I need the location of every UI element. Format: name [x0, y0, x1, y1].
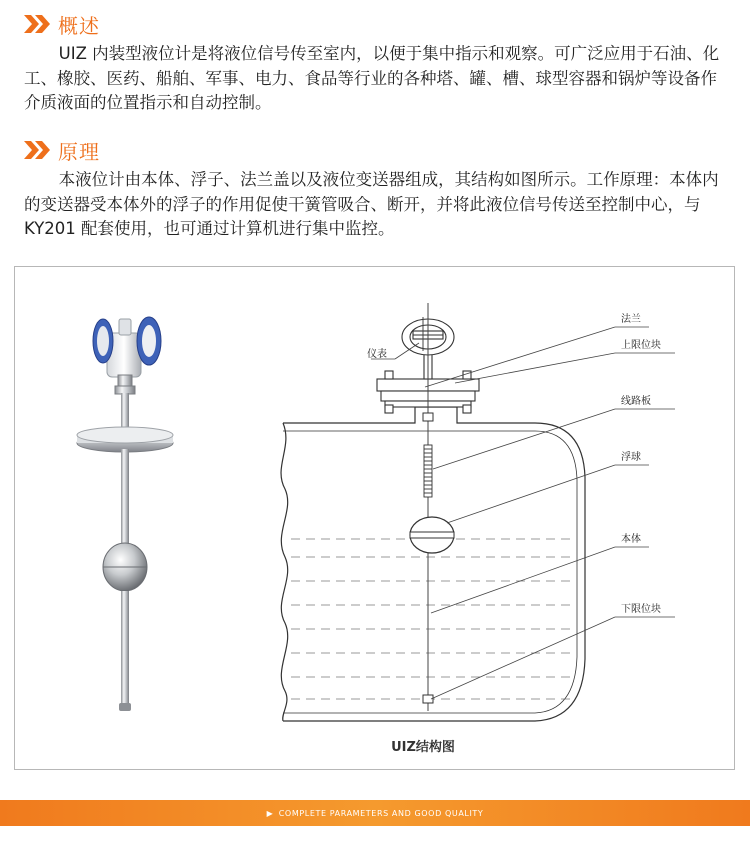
- principle-section: [24, 134, 724, 242]
- label-lower-limit: 下限位块: [621, 604, 661, 615]
- float-ball: [410, 517, 454, 553]
- liquid-lines: [291, 539, 571, 699]
- footer-slogan: COMPLETE PARAMETERS AND GOOD QUALITY: [278, 808, 484, 818]
- overview-heading: [24, 8, 724, 40]
- tank-drawing: [281, 407, 585, 721]
- play-arrow-icon: ▶: [266, 808, 273, 818]
- figure-caption: UIZ结构图: [391, 740, 455, 755]
- footer-banner: [0, 800, 750, 826]
- overview-text: UIZ 内装型液位计是将液位信号传至室内，以便于集中指示和观察。可广泛应用于石油、化工、橡胶、医药、船舶、军事、电力、食品等行业的各种塔、罐、槽、球型容器和锅炉等设备作介质液面的位置指示和自动控制。: [24, 44, 720, 112]
- principle-heading: [24, 134, 724, 166]
- principle-text: 本液位计由本体、浮子、法兰盖以及液位变送器组成，其结构如图所示。工作原理：本体内的变送器受本体外的浮子的作用促使干簧管吸合、断开，并将此液位信号传送至控制中心，与 KY201 配套使用，也可通过计算机进行集中监控。: [24, 170, 719, 238]
- overview-section: [24, 8, 724, 116]
- label-upper-limit: 上限位块: [621, 340, 661, 351]
- product-photo: [77, 317, 173, 711]
- label-body: 本体: [621, 534, 641, 545]
- double-chevron-icon: [24, 139, 52, 161]
- double-chevron-icon: [24, 13, 52, 35]
- circuit-board: [424, 445, 432, 497]
- overview-title: 概述: [58, 13, 100, 38]
- upper-limit-block: [423, 413, 433, 421]
- label-circuit-board: 线路板: [621, 396, 651, 407]
- label-flange: 法兰: [621, 314, 641, 325]
- structure-figure: [14, 266, 735, 770]
- label-instrument: 仪表: [367, 349, 387, 360]
- structure-diagram: [15, 267, 736, 771]
- label-float: 浮球: [621, 452, 641, 463]
- principle-title: 原理: [58, 139, 100, 164]
